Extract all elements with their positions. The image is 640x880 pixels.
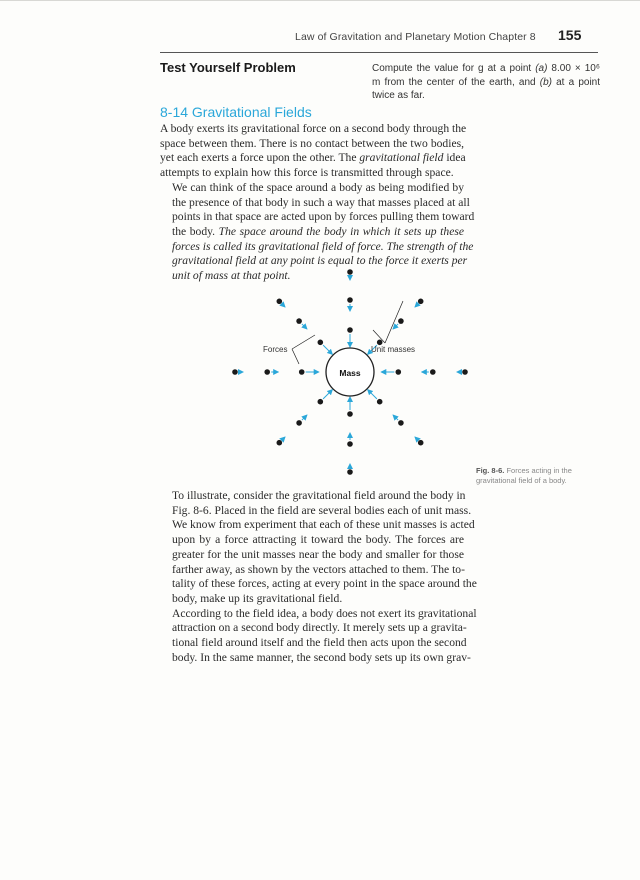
text-line: attempts to explain how this force is transmitted through space. (160, 166, 454, 180)
section-heading: 8-14 Gravitational Fields (160, 104, 312, 120)
force-vector (415, 304, 418, 307)
forces-pointer-1 (292, 335, 315, 349)
figure-caption (476, 466, 596, 486)
text-line: body, make up its gravitational field. (172, 591, 343, 605)
caption-text: Forces acting in the gravitational field of a body. (476, 466, 572, 485)
caption-label: Fig. 8-6. (476, 466, 505, 475)
page-number: 155 (558, 27, 582, 43)
text-line: To illustrate, consider the gravitational field around the body in (172, 489, 466, 502)
text-line: yet each exerts a force upon the other. The gravitational field idea (160, 151, 466, 165)
test-line: m from the center of the earth, and (b) at a point (372, 76, 601, 88)
body-text-bottom (160, 489, 477, 665)
text-line: A body exerts its gravitational force on a second body through the (160, 122, 467, 135)
unit-mass (277, 440, 283, 446)
text-line: greater for the unit masses near the body and smaller for those (172, 547, 464, 561)
unit-mass (264, 369, 270, 375)
force-vector (282, 304, 285, 307)
running-head: Law of Gravitation and Planetary Motion Chapter 8 (295, 31, 536, 43)
test-yourself-problem (372, 62, 600, 103)
unit-mass (430, 369, 436, 375)
unit-mass (232, 369, 238, 375)
text-line: body. In the same manner, the second body sets up its own grav- (172, 650, 471, 664)
text-line: unit of mass at that point. (172, 269, 291, 283)
unit-mass (296, 420, 302, 426)
unit-mass (418, 440, 424, 446)
unit-mass (398, 420, 404, 426)
force-vector (323, 345, 332, 354)
unit-mass (396, 369, 402, 375)
force-vector (282, 437, 285, 440)
force-vector (368, 390, 377, 399)
paragraph-4 (160, 606, 477, 666)
unit-mass (299, 369, 305, 375)
text-line: We can think of the space around a body as being modified by (172, 180, 464, 194)
unit-mass (347, 269, 353, 275)
paragraph-3 (160, 489, 477, 607)
text-line: We know from experiment that each of these unit masses is acted (172, 518, 475, 532)
text-line: the presence of that body in such a way that masses placed at all (172, 195, 470, 209)
text-line: points in that space are acted upon by forces pulling them toward (172, 210, 475, 224)
force-vector (415, 437, 418, 440)
gravitational-field-figure (225, 255, 470, 495)
force-vector (393, 324, 398, 329)
test-line: twice as far. (372, 90, 425, 101)
text-line: upon by a force attracting it toward the body. The forces are (172, 533, 464, 547)
mass-label: Mass (339, 368, 361, 378)
unit-mass (296, 318, 302, 324)
unit-mass (318, 399, 324, 405)
unit-mass (347, 441, 353, 447)
unit-mass (347, 327, 353, 333)
text-line: gravitational field at any point is equal to the force it exerts per (172, 254, 468, 268)
unit-mass (277, 299, 283, 305)
unit-mass (462, 369, 468, 375)
text-line: attraction on a second body directly. It merely sets up a gravita- (172, 621, 467, 635)
unit-mass (347, 469, 353, 475)
unit-mass (347, 411, 353, 417)
text-line: tional field around itself and the field then acts upon the second (172, 636, 467, 650)
scan-edge-line (0, 0, 640, 1)
unit-masses-label: Unit masses (371, 345, 416, 354)
text-line: forces is called its gravitational field of force. The strength of the (172, 239, 474, 253)
unit-mass (377, 399, 383, 405)
force-vector (302, 324, 307, 329)
force-vector (302, 415, 307, 420)
test-line: Compute the value for g at a point (a) 8.00 × 10⁶ (372, 63, 600, 74)
unit-mass (347, 297, 353, 303)
text-line: According to the field idea, a body does not exert its gravitational (172, 606, 477, 620)
unit-mass (318, 340, 324, 346)
test-yourself-title: Test Yourself Problem (160, 60, 296, 75)
text-line: the body. The space around the body in which it sets up these (172, 224, 465, 238)
text-line: tality of these forces, acting at every point in the space around the (172, 577, 477, 591)
header-rule (160, 52, 598, 53)
forces-label: Forces (263, 345, 288, 354)
text-line: farther away, as shown by the vectors attached to them. The to- (172, 562, 465, 576)
forces-pointer-2 (292, 349, 299, 364)
force-vector (393, 415, 398, 420)
text-line: Fig. 8-6. Placed in the field are several bodies each of unit mass. (172, 503, 472, 517)
force-vector (323, 390, 332, 399)
unit-mass (418, 299, 424, 305)
text-line: space between them. There is no contact between the two bodies, (160, 136, 464, 150)
paragraph-1 (160, 122, 467, 181)
unit-mass (398, 318, 404, 324)
